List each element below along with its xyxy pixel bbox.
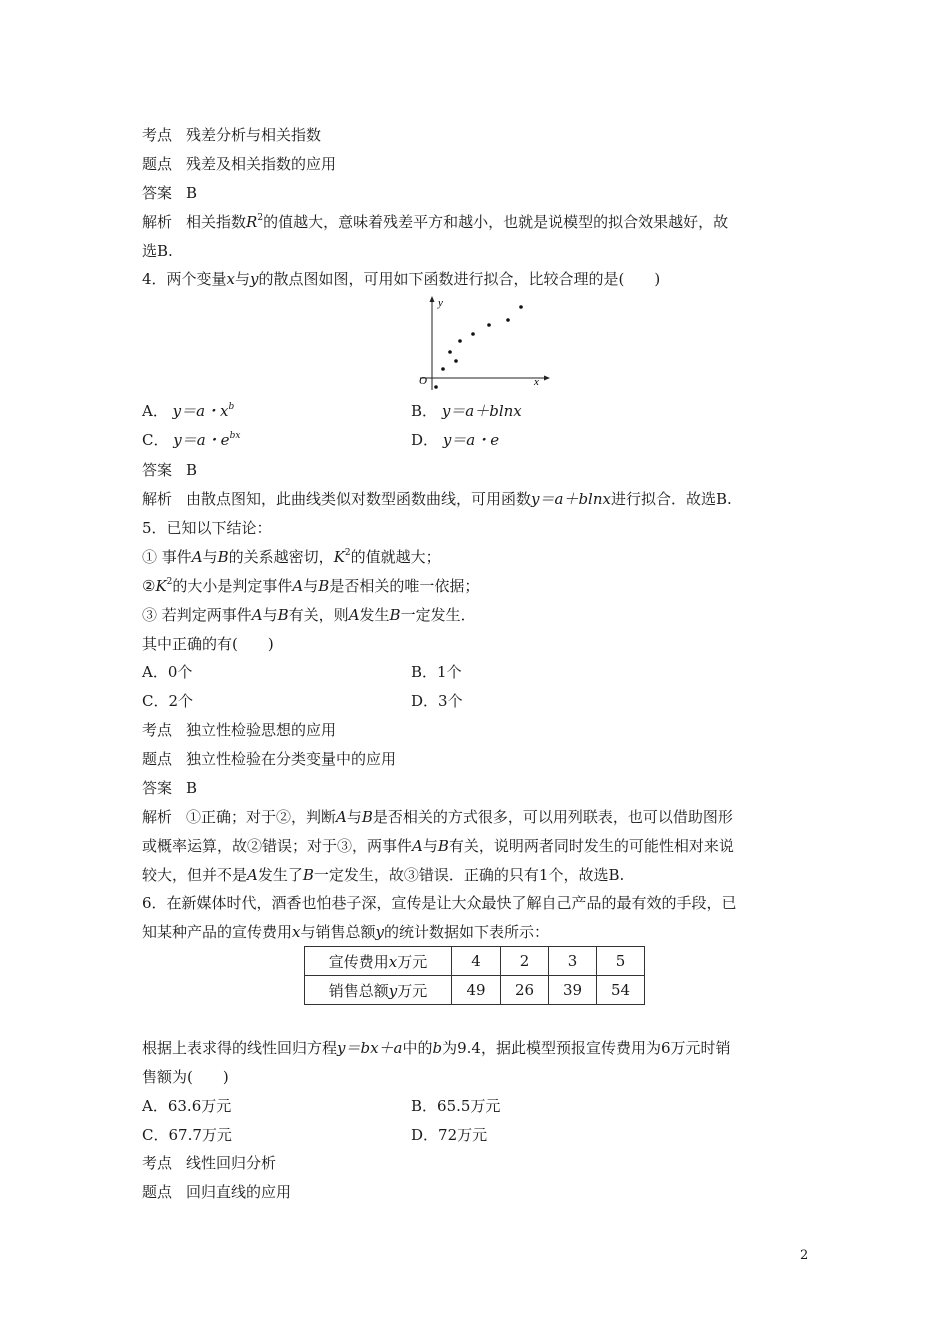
scatter-point [519, 305, 523, 309]
scatter-point [487, 323, 491, 327]
q5-option-b: B．1个 [411, 663, 462, 681]
q4-option-d: D． y＝a・e [411, 431, 500, 449]
scatter-point [441, 367, 445, 371]
q5-conclusion-3: ③ 若判定两事件A与B有关，则A发生B一定发生． [142, 606, 476, 624]
q6-option-d: D．72万元 [411, 1126, 488, 1144]
table-row-header: 宣传费用x万元 [305, 947, 452, 976]
y-axis-arrow [430, 296, 435, 302]
q6-option-b: B．65.5万元 [411, 1097, 501, 1115]
q3-kaodian: 考点 残差分析与相关指数 [142, 126, 322, 144]
scatter-point [454, 359, 458, 363]
q5-jiexi-line1: 解析 ①正确；对于②，判断A与B是否相关的方式很多，可以用列联表，也可以借助图形 [142, 808, 733, 826]
scatter-point [471, 332, 475, 336]
q4-option-b: B． y＝a＋blnx [411, 402, 522, 420]
q6-question-line1: 根据上表求得的线性回归方程y＝bx＋a中的b为9.4，据此模型预报宣传费用为6万元时销 [142, 1039, 731, 1057]
scatter-point [506, 318, 510, 322]
table-cell: 26 [501, 976, 549, 1005]
page-number: 2 [800, 1248, 809, 1263]
q4-answer: 答案 B [142, 461, 198, 479]
table-row [305, 976, 645, 1005]
table-cell: 49 [452, 976, 501, 1005]
table-row [305, 947, 645, 976]
q5-answer: 答案 B [142, 779, 198, 797]
scatter-point [458, 339, 462, 343]
table-cell: 4 [452, 947, 501, 976]
origin-label: O [419, 375, 427, 387]
q4-jiexi: 解析 由散点图知，此曲线类似对数型函数曲线，可用函数y＝a＋blnx进行拟合．故选B. [142, 490, 732, 508]
q6-data-table [304, 946, 645, 1005]
q6-stem-line1: 6．在新媒体时代，酒香也怕巷子深，宣传是让大众最快了解自己产品的最有效的手段，已 [142, 894, 737, 912]
q6-stem-line2: 知某种产品的宣传费用x与销售总额y的统计数据如下表所示： [142, 923, 549, 941]
q4-option-a: A． y＝a・$x^b$ [142, 402, 235, 420]
table-cell: 2 [501, 947, 549, 976]
x-axis-arrow [544, 376, 550, 381]
table-cell: 54 [597, 976, 645, 1005]
q5-jiexi-line2: 或概率运算，故②错误；对于③，两事件A与B有关，说明两者同时发生的可能性相对来说 [142, 837, 734, 855]
q5-question: 其中正确的有( ) [142, 635, 274, 653]
q5-kaodian: 考点 独立性检验思想的应用 [142, 721, 337, 739]
q4-stem: 4．两个变量x与y的散点图如图，可用如下函数进行拟合，比较合理的是( ) [142, 270, 661, 288]
table-cell: 3 [549, 947, 597, 976]
q5-conclusion-1: ① 事件A与B的关系越密切，$K^2$的值就越大； [142, 548, 441, 566]
q5-stem: 5．已知以下结论： [142, 519, 272, 537]
q5-option-c: C．2个 [142, 692, 194, 710]
q6-option-a: A．63.6万元 [142, 1097, 232, 1115]
q6-tidian: 题点 回归直线的应用 [142, 1183, 292, 1201]
q5-tidian: 题点 独立性检验在分类变量中的应用 [142, 750, 397, 768]
q3-answer: 答案 B [142, 184, 198, 202]
q5-option-a: A．0个 [142, 663, 193, 681]
table-cell: 5 [597, 947, 645, 976]
q4-option-c: C． y＝a・$e^{bx}$ [142, 431, 241, 449]
q6-option-c: C．67.7万元 [142, 1126, 232, 1144]
scatter-point [448, 350, 452, 354]
scatter-plot-figure [410, 292, 550, 392]
q5-jiexi-line3: 较大，但并不是A发生了B一定发生，故③错误．正确的只有1个，故选B. [142, 866, 625, 884]
y-axis-label: y [438, 297, 443, 309]
table-cell: 39 [549, 976, 597, 1005]
q5-conclusion-2: $②K^2$的大小是判定事件A与B是否相关的唯一依据； [142, 577, 480, 595]
table-row-header: 销售总额y万元 [305, 976, 452, 1005]
q3-jiexi-line1: 解析 相关指数$R^2$的值越大，意味着残差平方和越小，也就是说模型的拟合效果越好，故 [142, 213, 729, 231]
x-axis-label: x [534, 376, 539, 388]
q6-question-line2: 售额为( ) [142, 1068, 229, 1086]
q3-jiexi-line2: 选B. [142, 242, 173, 260]
scatter-point [434, 385, 438, 389]
q5-option-d: D．3个 [411, 692, 463, 710]
q3-tidian: 题点 残差及相关指数的应用 [142, 155, 337, 173]
q6-kaodian: 考点 线性回归分析 [142, 1154, 277, 1172]
